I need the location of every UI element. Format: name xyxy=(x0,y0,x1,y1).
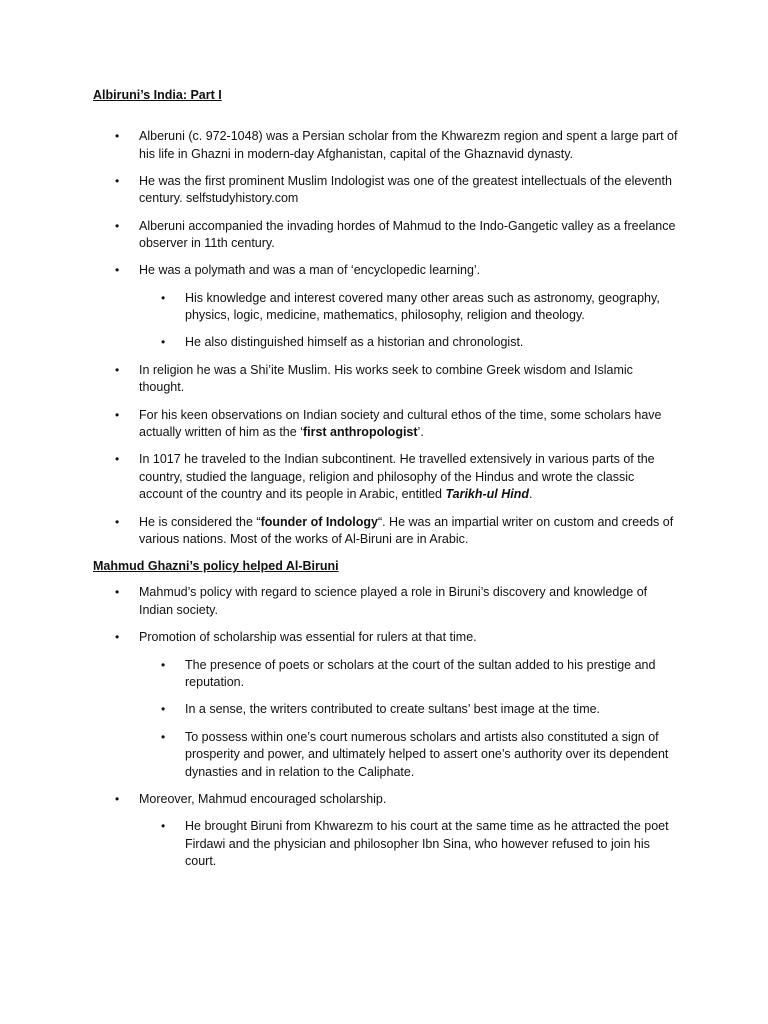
item-text: Promotion of scholarship was essential for rulers at that time. xyxy=(139,630,477,645)
sub-list-item xyxy=(93,334,678,352)
emphasis-text: first anthropologist xyxy=(302,425,418,440)
item-text: The presence of poets or scholars at the court of the sultan added to his prestige and reputation. xyxy=(185,657,656,690)
bullet-icon: • xyxy=(115,452,120,467)
list-item xyxy=(93,128,678,163)
item-text: In 1017 he traveled to the Indian subcontinent. He travelled extensively in various parts of the country, studied the language, religion and philosophy of the Hindus and wrote the classic account of the country and its people in Arabic, entitled xyxy=(139,452,655,502)
bullet-icon: • xyxy=(161,335,166,350)
item-text: To possess within one’s court numerous scholars and artists also constituted a sign of prosperity and power, and ultimately helped to assert one’s authority over its dependent dynasties and in relation to the Caliphate. xyxy=(185,729,669,779)
bullet-icon: • xyxy=(115,791,120,806)
bullet-icon: • xyxy=(161,290,166,305)
list-item xyxy=(93,584,678,619)
item-text: . xyxy=(529,487,533,502)
bullet-icon: • xyxy=(115,585,120,600)
item-text: He also distinguished himself as a historian and chronologist. xyxy=(185,335,524,350)
sub-list-item xyxy=(93,701,678,719)
list-item xyxy=(93,218,678,253)
bullet-list-mahmud-policy xyxy=(93,584,678,870)
bullet-list-albiruni xyxy=(93,128,678,549)
item-text: Alberuni accompanied the invading hordes of Mahmud to the Indo-Gangetic valley as a freelance observer in 11th century. xyxy=(139,218,676,251)
bullet-icon: • xyxy=(161,729,166,744)
item-text: In a sense, the writers contributed to create sultans’ best image at the time. xyxy=(185,702,601,717)
item-text: “. He was an impartial writer on custom and creeds of various nations. Most of the works of Al-Biruni are in Arabic. xyxy=(139,514,674,547)
list-item xyxy=(93,514,678,549)
sub-list-item xyxy=(93,729,678,782)
sub-list-item xyxy=(93,818,678,871)
emphasis-text: founder of Indology xyxy=(260,514,378,529)
bullet-icon: • xyxy=(115,173,120,188)
sub-list-item xyxy=(93,657,678,692)
bullet-icon: • xyxy=(161,819,166,834)
bullet-icon: • xyxy=(115,263,120,278)
item-text: He is considered the “ xyxy=(139,514,261,529)
item-text: He was the first prominent Muslim Indologist was one of the greatest intellectuals of the eleventh century. selfstudyhistory.com xyxy=(139,173,672,206)
item-text: Alberuni (c. 972-1048) was a Persian scholar from the Khwarezm region and spent a large part of his life in Ghazni in modern-day Afghanistan, capital of the Ghaznavid dynasty. xyxy=(139,129,678,161)
item-text: He brought Biruni from Khwarezm to his court at the same time as he attracted the poet Firdawi and the physician and philosopher Ibn Sina, who however refused to join his court. xyxy=(185,819,669,869)
item-text: In religion he was a Shi’ite Muslim. His works seek to combine Greek wisdom and Islamic thought. xyxy=(139,362,633,395)
item-text: Mahmud’s policy with regard to science played a role in Biruni’s discovery and knowledge of Indian society. xyxy=(139,585,648,617)
item-text: He was a polymath and was a man of ‘encyclopedic learning’. xyxy=(139,263,481,278)
section-title-mahmud-policy: Mahmud Ghazni’s policy helped Al-Biruni xyxy=(93,559,339,574)
sub-list-item xyxy=(93,290,678,325)
emphasis-text: Tarikh-ul Hind xyxy=(445,487,530,502)
section-title-albiruni-india: Albiruni’s India: Part I xyxy=(93,88,222,102)
list-item xyxy=(93,451,678,504)
list-item xyxy=(93,629,678,647)
bullet-icon: • xyxy=(161,702,166,717)
list-item xyxy=(93,173,678,208)
bullet-icon: • xyxy=(115,630,120,645)
list-item xyxy=(93,262,678,280)
item-text: Moreover, Mahmud encouraged scholarship. xyxy=(139,791,387,806)
bullet-icon: • xyxy=(115,218,120,233)
bullet-icon: • xyxy=(115,407,120,422)
item-text: His knowledge and interest covered many other areas such as astronomy, geography, physics, logic, medicine, mathematics, philosophy, religion and theology. xyxy=(185,290,660,323)
bullet-icon: • xyxy=(115,129,120,143)
bullet-icon: • xyxy=(161,657,166,672)
list-item xyxy=(93,791,678,809)
list-item xyxy=(93,362,678,397)
bullet-icon: • xyxy=(115,514,120,529)
bullet-icon: • xyxy=(115,362,120,377)
item-text: ’. xyxy=(417,425,424,440)
item-text: For his keen observations on Indian society and cultural ethos of the time, some scholars have actually written of him as the ‘ xyxy=(139,407,662,440)
list-item xyxy=(93,407,678,442)
